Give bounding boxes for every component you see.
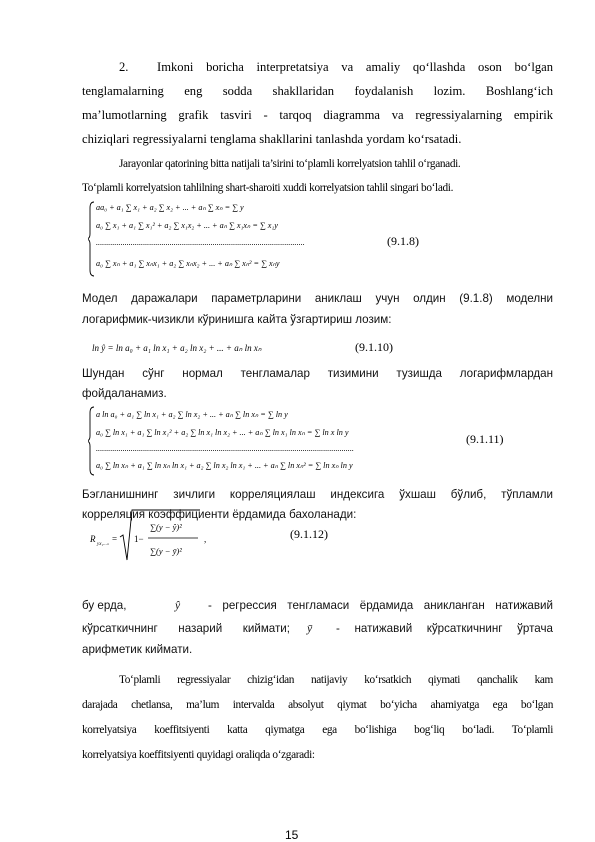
fraction-numerator: ∑(y − ŷ)²	[150, 522, 182, 532]
paragraph-line: tenglamalarning eng sodda shakllaridan foydalanish lozim. Boshlang‘ich	[82, 84, 553, 98]
equation-dots: ......................................................................................................	[96, 238, 305, 247]
paragraph-line: darajada chetlansa, ma’lum intervalda absolyut qiymat bo‘yicha ahamiyatga ega bo‘lgan	[82, 699, 553, 711]
paragraph-line: To‘plamli korrelyatsion tahlilning shart-sharoiti xuddi korrelyatsion tahlil singari bo‘ladi.	[82, 182, 454, 194]
equation-number: (9.1.11)	[466, 432, 504, 446]
equation-918-svg	[88, 198, 328, 280]
equation-number: (9.1.12)	[290, 527, 328, 541]
paragraph-line: korrelyatsiya koeffitsiyenti katta qiymatga ega bo‘lishiga bog‘liq bo‘ladi. To‘plamli	[82, 724, 553, 736]
cyrillic-line: Модел даражалари параметрларини аниклаш учун олдин (9.1.8) моделни	[82, 292, 553, 305]
equation-9111-svg	[88, 404, 458, 478]
paragraph-line: korrelyatsiya koeffitsiyenti quyidagi oraliqda o‘zgaradi:	[82, 749, 315, 761]
cyrillic-line-start: бу ерда,	[82, 599, 127, 612]
equation-number: (9.1.10)	[355, 340, 393, 354]
equation-9110	[90, 335, 330, 361]
cyrillic-line: фойдаланамиз.	[82, 387, 167, 400]
equation-row: a ln a₀ + a₁ ∑ ln x₁ + a₂ ∑ ln x₂ + ... + aₙ ∑ ln xₙ = ∑ ln y	[96, 410, 288, 419]
paragraph-line: ma’lumotlarning grafik tasviri - tarqoq diagramma va regressiyalarning empirik	[82, 108, 553, 122]
paragraph-line: To‘plamli regressiyalar chizig‘idan natijaviy ko‘rsatkich qiymati qanchalik kam	[119, 674, 553, 686]
equation-row: a₀ ∑ ln x₁ + a₁ ∑ ln x₁² + a₂ ∑ ln x₁ ln x₂ + ... + aₙ ∑ ln x₁ ln xₙ = ∑ ln x ln y	[96, 428, 349, 437]
equation-9112	[88, 500, 228, 578]
page-number: 15	[285, 828, 299, 842]
equation-lhs: R	[90, 534, 96, 544]
cyrillic-line-end: - натижавий кўрсаткичнинг ўртача	[336, 622, 553, 635]
brace-shape	[88, 202, 94, 276]
equation-row: a₀ ∑ ln xₙ + a₁ ∑ ln xₙ ln x₁ + a₂ ∑ ln x₂ ln x₁ + ... + aₙ ∑ ln xₙ² = ∑ ln xₙ ln y	[96, 461, 353, 470]
equation-system-918	[88, 198, 328, 280]
equation-system-9111	[88, 404, 458, 478]
paragraph-line: chiziqlari regressiyalarni tenglama shakllarini tanlashda yordam ko‘rsatadi.	[82, 132, 462, 146]
cyrillic-line: корреляция коэффициенти ёрдамида бахоланади:	[82, 508, 357, 521]
paragraph-line: Imkoni boricha interpretatsiya va amaliy qo‘llashda oson bo‘lgan	[157, 60, 553, 74]
y-hat-symbol: ŷ	[175, 599, 181, 612]
list-number: 2.	[119, 60, 129, 74]
brace-shape	[88, 407, 94, 475]
equation-row: a₀ ∑ xₙ + a₁ ∑ xₙx₁ + a₂ ∑ xₙx₂ + ... + aₙ ∑ xₙ² = ∑ xₙy	[96, 259, 280, 268]
cyrillic-line-end: - регрессия тенгламаси ёрдамида аникланган натижавий	[208, 599, 553, 612]
equation-row: aa₀ + a₁ ∑ x₁ + a₂ ∑ x₂ + ... + aₙ ∑ xₙ = ∑ y	[96, 203, 244, 212]
equation-number: (9.1.8)	[387, 234, 419, 248]
equation-row: ln ŷ = ln a₀ + a₁ ln x₁ + a₂ ln x₂ + ... + aₙ ln xₙ	[92, 343, 262, 353]
cyrillic-line: логарифмик-чизикли кўринишга кайта ўзгартириш лозим:	[82, 313, 392, 326]
fraction-denominator: ∑(y − ȳ)²	[150, 546, 182, 556]
y-bar-symbol: ȳ	[307, 622, 313, 635]
cyrillic-line: Бэгланишнинг зичлиги корреляциялаш индексига ўхшаш бўлиб, тўпламли	[82, 488, 553, 501]
cyrillic-line: арифметик киймати.	[82, 643, 193, 656]
equation-one-minus: 1−	[134, 534, 144, 544]
equation-9110-svg	[90, 335, 330, 361]
paragraph-line: Jarayonlar qatorining bitta natijali ta’sirini to‘plamli korrelyatsion tahlil o‘rganadi.	[119, 158, 461, 170]
equation-dots: ..............................................................................................................................	[96, 444, 354, 453]
equation-comma: ,	[204, 534, 207, 544]
cyrillic-line: Шундан сўнг нормал тенгламалар тизимини тузишда логарифмлардан	[82, 367, 553, 380]
equation-equals: =	[112, 534, 118, 544]
equation-subscript: yx₁...ₙ	[97, 542, 109, 547]
equation-9112-svg	[88, 500, 228, 578]
equation-row: a₀ ∑ x₁ + a₁ ∑ x₁² + a₂ ∑ x₁x₂ + ... + aₙ ∑ x₁xₙ = ∑ x₁y	[96, 221, 278, 230]
cyrillic-line-start: кўрсаткичнинг назарий киймати;	[82, 622, 290, 635]
